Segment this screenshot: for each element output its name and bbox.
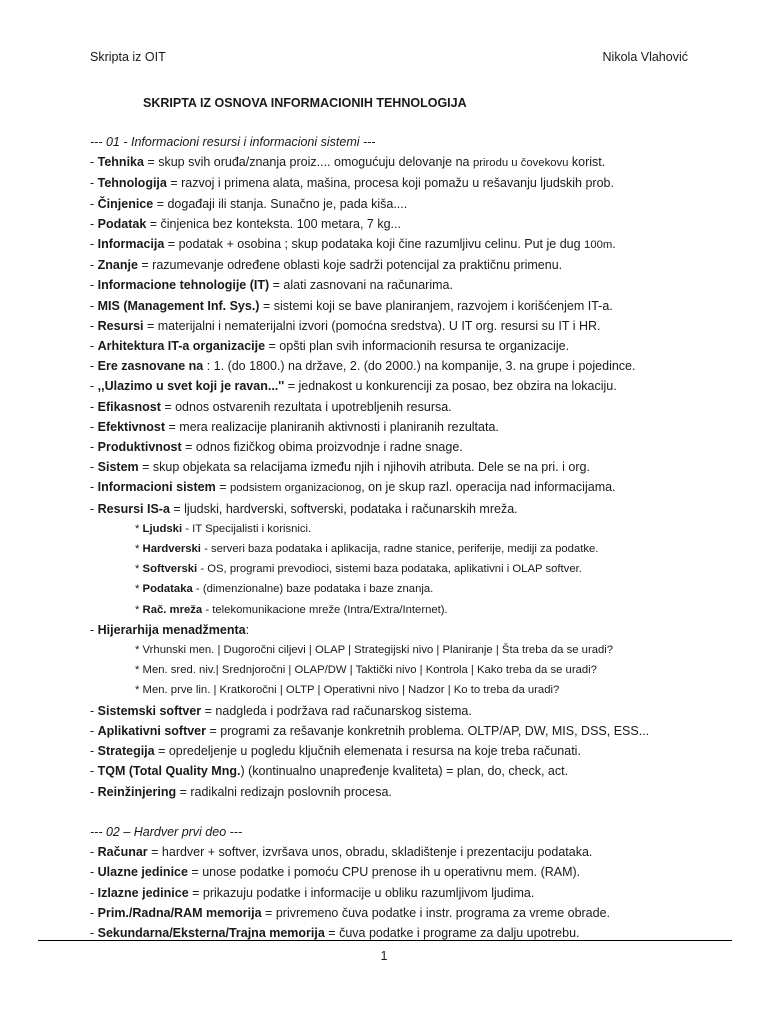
term: Sekundarna/Eksterna/Trajna memorija	[97, 925, 325, 940]
term: Strategija	[97, 744, 155, 759]
definition-small: 100m	[584, 239, 613, 252]
term: ,,Ulazimo u svet koji je ravan...''	[97, 379, 285, 394]
definition: :	[245, 622, 250, 637]
definition-item: - MIS (Management Inf. Sys.) = sistemi koji se bave planiranjem, razvojem i korišćenjem IT-a.	[90, 298, 613, 313]
definition-item: - Ere zasnovane na : 1. (do 1800.) na države, 2. (do 2000.) na kompanije, 3. na grupe i pojedince.	[90, 359, 636, 374]
term: Ljudski	[142, 522, 183, 535]
definition-item: - Znanje = razumevanje određene oblasti koje sadrži potencijal za praktičnu primenu.	[90, 258, 563, 273]
term: Resursi	[97, 318, 144, 333]
section-heading: --- 02 – Hardver prvi deo ---	[90, 824, 243, 839]
definition: = skup svih oruđa/znanja proiz.... omogućuju delovanje na	[143, 155, 473, 170]
definition: - OS, programi prevodioci, sistemi baza podataka, aplikativni i OLAP softver.	[197, 563, 582, 576]
term: Ere zasnovane na	[97, 359, 204, 374]
definition: = ljudski, hardverski, softverski, podataka i računarskih mreža.	[169, 501, 518, 516]
definition: : 1. (do 1800.) na države, 2. (do 2000.) na kompanije, 3. na grupe i pojedince.	[203, 359, 636, 374]
definition: = sistemi koji se bave planiranjem, razvojem i korišćenjem IT-a.	[259, 298, 613, 313]
term: Sistemski softver	[97, 703, 202, 718]
term: Informacija	[97, 237, 165, 252]
definition: =	[215, 480, 230, 495]
definition-end: , on je skup razl. operacija nad informacijama.	[361, 480, 616, 495]
header-left: Skripta iz OIT	[90, 50, 166, 64]
definition-item: - Informacione tehnologije (IT) = alati zasnovani na računarima.	[90, 278, 453, 293]
term: Podataka	[142, 583, 193, 596]
resource-subitem: * Hardverski - serveri baza podataka i aplikacija, radne stanice, periferije, mediji za podatke.	[135, 543, 599, 556]
definition: = događaji ili stanja. Sunačno je, pada kiša....	[153, 196, 408, 211]
definition-item: - Sistem = skup objekata sa relacijama između njih i njihovih atributa. Dele se na pri. i org.	[90, 460, 590, 475]
definition-small: prirodu u čovekovu	[472, 157, 569, 170]
resource-subitem: * Podataka - (dimenzionalne) baze podataka i baze znanja.	[135, 583, 434, 596]
definition: = hardver + softver, izvršava unos, obradu, skladištenje i prezentaciju podataka.	[147, 845, 593, 860]
term: Arhitektura IT-a organizacije	[97, 339, 266, 354]
definition-item: - Činjenice = događaji ili stanja. Sunačno je, pada kiša....	[90, 196, 408, 211]
footer-divider	[38, 940, 732, 941]
definition-item: - Strategija = opredeljenje u pogledu ključnih elemenata i resursa na koje treba računati.	[90, 744, 581, 759]
definition-item: - Ulazne jedinice = unose podatke i pomoću CPU prenose ih u operativnu mem. (RAM).	[90, 865, 581, 880]
term: Računar	[97, 845, 148, 860]
term: Efikasnost	[97, 399, 161, 414]
definition-item: - Podatak = činjenica bez konteksta. 100 metara, 7 kg...	[90, 216, 401, 231]
term: Aplikativni softver	[97, 723, 207, 738]
definition-small: podsistem organizacionog	[229, 482, 362, 495]
term: MIS (Management Inf. Sys.)	[97, 298, 260, 313]
definition: = opšti plan svih informacionih resursa te organizacije.	[265, 339, 570, 354]
definition: - serveri baza podataka i aplikacija, radne stanice, periferije, mediji za podatke.	[200, 543, 599, 556]
term: Reinžinjering	[97, 784, 177, 799]
definition: = razumevanje određene oblasti koje sadrži potencijal za praktičnu primenu.	[137, 258, 563, 273]
term: Informacione tehnologije (IT)	[97, 278, 270, 293]
definition: = odnos fizičkog obima proizvodnje i radne snage.	[181, 440, 463, 455]
definition-end: .	[612, 237, 616, 252]
term: Rač. mreža	[142, 603, 203, 616]
term: Izlazne jedinice	[97, 885, 189, 900]
term: Resursi IS-a	[97, 501, 170, 516]
definition: = skup objekata sa relacijama između njih i njihovih atributa. Dele se na pri. i org.	[138, 460, 590, 475]
hierarchy-row: * Men. prve lin. | Kratkoročni | OLTP | Operativni nivo | Nadzor | Ko to treba da uradi?	[135, 684, 560, 697]
definition-item: - ,,Ulazimo u svet koji je ravan...'' = jednakost u konkurenciji za posao, bez obzira na lokaciju.	[90, 379, 617, 394]
definition: = jednakost u konkurenciji za posao, bez obzira na lokaciju.	[284, 379, 617, 394]
definition: = unose podatke i pomoću CPU prenose ih u operativnu mem. (RAM).	[187, 865, 581, 880]
definition-item: - Izlazne jedinice = prikazuju podatke i informacije u obliku razumljivom ljudima.	[90, 885, 535, 900]
definition-item: - Arhitektura IT-a organizacije = opšti plan svih informacionih resursa te organizacije.	[90, 339, 570, 354]
definition: = prikazuju podatke i informacije u obliku razumljivom ljudima.	[188, 885, 535, 900]
term: Produktivnost	[97, 440, 182, 455]
definition: = razvoj i primena alata, mašina, procesa koji pomažu u rešavanju ljudskih prob.	[166, 176, 614, 191]
definition-item: - Aplikativni softver = programi za rešavanje konkretnih problema. OLTP/AP, DW, MIS, DSS, ESS...	[90, 723, 650, 738]
term: Prim./Radna/RAM memorija	[97, 905, 262, 920]
section-heading: --- 01 - Informacioni resursi i informacioni sistemi ---	[90, 135, 376, 149]
section-spacer	[90, 802, 690, 822]
definition: = odnos ostvarenih rezultata i upotrebljenih resursa.	[160, 399, 452, 414]
page-header	[90, 50, 688, 64]
header-right: Nikola Vlahović	[602, 50, 688, 64]
term: Tehnika	[97, 155, 144, 170]
definition-item: - Prim./Radna/RAM memorija = privremeno čuva podatke i instr. programa za vreme obrade.	[90, 905, 611, 920]
definition: = privremeno čuva podatke i instr. programa za vreme obrade.	[261, 905, 611, 920]
definition: = podatak + osobina ; skup podataka koji čine razumljivu celinu. Put je dug	[164, 237, 585, 252]
definition-item: - Produktivnost = odnos fizičkog obima proizvodnje i radne snage.	[90, 440, 463, 455]
definition: = nadgleda i podržava rad računarskog sistema.	[201, 703, 472, 718]
term: Ulazne jedinice	[97, 865, 188, 880]
term: Softverski	[142, 563, 198, 576]
term: Informacioni sistem	[97, 480, 216, 495]
term: Hijerarhija menadžmenta	[97, 622, 246, 637]
definition-item: - Informacioni sistem = podsistem organizacionog, on je skup razl. operacija nad informacijama.	[90, 480, 616, 495]
definition-item: - Sekundarna/Eksterna/Trajna memorija = čuva podatke i programe za dalju upotrebu.	[90, 925, 580, 940]
definition-item: - Resursi IS-a = ljudski, hardverski, softverski, podataka i računarskih mreža.	[90, 501, 518, 516]
definition-item: - Tehnika = skup svih oruđa/znanja proiz.... omogućuju delovanje na prirodu u čovekovu korist.	[90, 155, 606, 170]
term: Činjenice	[97, 196, 154, 211]
term: Tehnologija	[97, 176, 167, 191]
definition: = mera realizacije planiranih aktivnosti i planiranih rezultata.	[165, 419, 499, 434]
definition-item: - Efikasnost = odnos ostvarenih rezultata i upotrebljenih resursa.	[90, 399, 452, 414]
resource-subitem: * Ljudski - IT Specijalisti i korisnici.	[135, 522, 312, 535]
definition-item: - Računar = hardver + softver, izvršava unos, obradu, skladištenje i prezentaciju podataka.	[90, 845, 593, 860]
definition: = programi za rešavanje konkretnih problema. OLTP/AP, DW, MIS, DSS, ESS...	[206, 723, 650, 738]
definition: = alati zasnovani na računarima.	[269, 278, 453, 293]
definition-item: - Reinžinjering = radikalni redizajn poslovnih procesa.	[90, 784, 392, 799]
definition-end: korist.	[568, 155, 606, 170]
definition: = čuva podatke i programe za dalju upotrebu.	[324, 925, 580, 940]
definition: - (dimenzionalne) baze podataka i baze znanja.	[192, 583, 434, 596]
page-number: 1	[380, 949, 388, 963]
resource-subitem: * Rač. mreža - telekomunikacione mreže (Intra/Extra/Internet).	[135, 603, 448, 616]
term: TQM (Total Quality Mng.	[97, 764, 241, 779]
definition-item: - Hijerarhija menadžmenta:	[90, 622, 250, 637]
hierarchy-row: * Vrhunski men. | Dugoročni ciljevi | OLAP | Strategijski nivo | Planiranje | Šta treba da se uradi?	[135, 644, 614, 657]
definition-item: - TQM (Total Quality Mng.) (kontinualno unapređenje kvaliteta) = plan, do, check, act.	[90, 764, 569, 779]
term: Znanje	[97, 258, 138, 273]
document-body	[90, 132, 690, 943]
definition: ) (kontinualno unapređenje kvaliteta) = plan, do, check, act.	[240, 764, 569, 779]
definition-item: - Resursi = materijalni i nematerijalni izvori (pomoćna sredstva). U IT org. resursi su IT i HR.	[90, 318, 601, 333]
document-title: SKRIPTA IZ OSNOVA INFORMACIONIH TEHNOLOGIJA	[143, 96, 467, 110]
definition-item: - Informacija = podatak + osobina ; skup podataka koji čine razumljivu celinu. Put je dug 100m.	[90, 237, 616, 252]
hierarchy-row: * Men. sred. niv.| Srednjoročni | OLAP/DW | Taktički nivo | Kontrola | Kako treba da se uradi?	[135, 664, 597, 677]
term: Sistem	[97, 460, 139, 475]
definition: = opredeljenje u pogledu ključnih elemenata i resursa na koje treba računati.	[154, 744, 581, 759]
definition: - telekomunikacione mreže (Intra/Extra/Internet).	[202, 603, 448, 616]
definition: - IT Specijalisti i korisnici.	[182, 522, 312, 535]
definition: = materijalni i nematerijalni izvori (pomoćna sredstva). U IT org. resursi su IT i HR.	[143, 318, 601, 333]
term: Efektivnost	[97, 419, 166, 434]
definition-item: - Efektivnost = mera realizacije planiranih aktivnosti i planiranih rezultata.	[90, 419, 499, 434]
definition-item: - Tehnologija = razvoj i primena alata, mašina, procesa koji pomažu u rešavanju ljudskih prob.	[90, 176, 614, 191]
term: Hardverski	[142, 543, 201, 556]
definition-item: - Sistemski softver = nadgleda i podržava rad računarskog sistema.	[90, 703, 472, 718]
definition: = radikalni redizajn poslovnih procesa.	[176, 784, 392, 799]
definition: = činjenica bez konteksta. 100 metara, 7 kg...	[146, 216, 401, 231]
resource-subitem: * Softverski - OS, programi prevodioci, sistemi baza podataka, aplikativni i OLAP softver.	[135, 563, 582, 576]
term: Podatak	[97, 216, 147, 231]
